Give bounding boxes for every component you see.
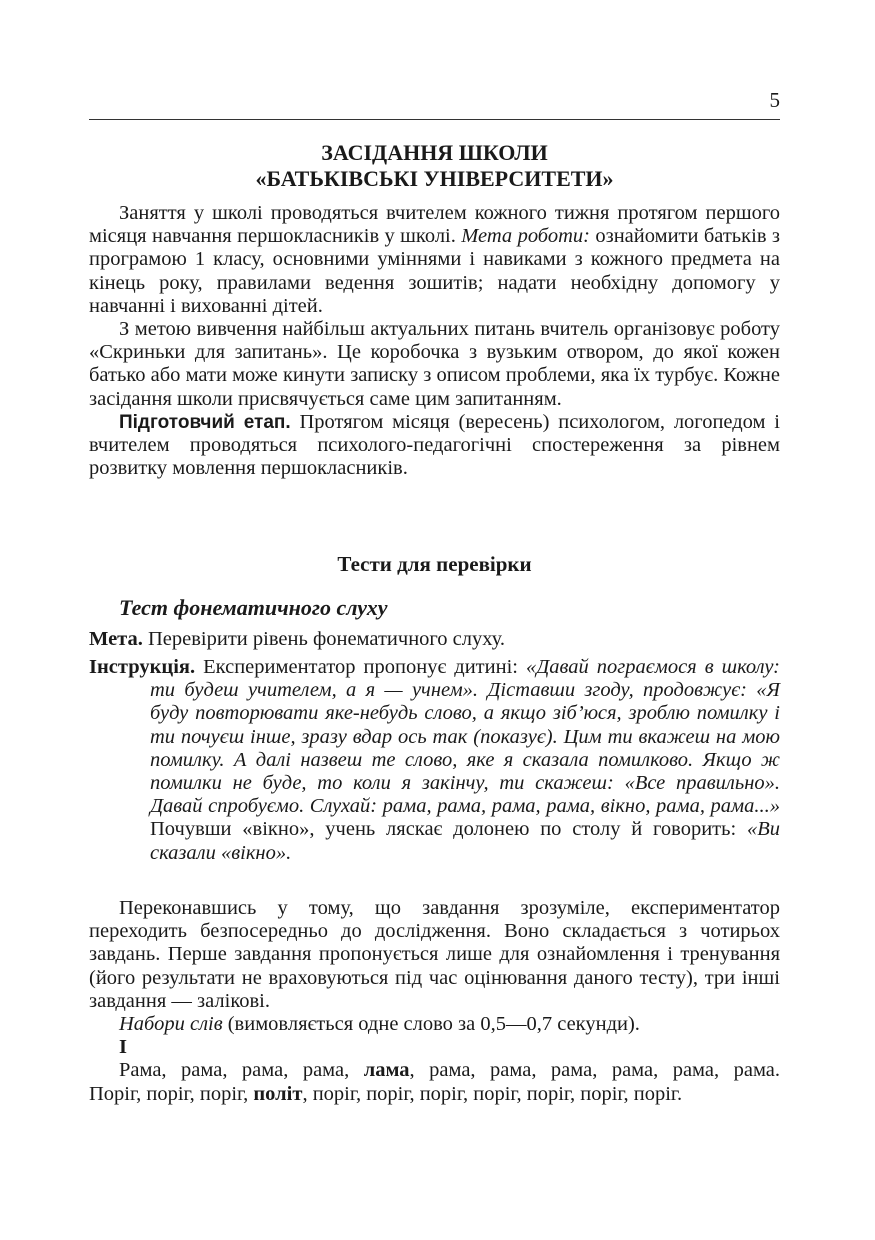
chapter-title <box>89 140 780 192</box>
word-line-1: Рама, рама, рама, рама, лама, рама, рама, рама, рама, рама, рама. <box>119 1059 781 1082</box>
procedure-section <box>89 897 780 1106</box>
procedure-paragraph: Переконавшись у тому, що завдання зрозуміле, експериментатор переходить безпосередньо до дослідження. Воно складається з чотирьох завдань. Перше завдання пропонується лише для ознайомлення і тренування (його результати не враховуються під час оцінювання даного тесту), три інші завдання — залікові. <box>89 897 780 1012</box>
word-line-2: Поріг, поріг, поріг, політ, поріг, поріг, поріг, поріг, поріг, поріг, поріг. <box>89 1082 683 1105</box>
instruction-paragraph: Інструкція. Експериментатор пропонує дитині: «Давай пограємося в школу: ти будеш учителем, а я — учнем». Діставши згоду, продовжує: «Я буду повторювати яке-небудь слово, а якщо зіб’юся, зроблю помилку і ти почуєш інше, зразу вдар ось так (показує). Цим ти вкажеш на мою помилку. А далі назвеш те слово, яке я сказала помилково. Якщо ж помилки не буде, то коли я закінчу, ти скажеш: «Все правильно». Давай спробуємо. Слухай: рама, рама, рама, рама, вікно, рама, рама...» Почувши «вікно», учень ляскає долонею по столу й говорить: «Ви сказали «вікно». <box>89 656 780 864</box>
chapter-title-line2: «БАТЬКІВСЬКІ УНІВЕРСИТЕТИ» <box>255 166 614 191</box>
instruction-quote-1: «Давай пограємося в школу: ти будеш учителем, а я — учнем». Діставши згоду, продовжує: «Я буду повторювати яке-небудь слово, а якщо зіб’юся, зроблю помилку і ти почуєш інше, зразу вдар ось так (показує). Цим ти вкажеш на мою помилку. А далі назвеш те слово, яке я сказала помилково. Якщо ж помилки не буде, то коли я закінчу, ти скажеш: «Все правильно». Давай спробуємо. Слухай: рама, рама, рама, рама, вікно, рама, рама...» <box>150 656 780 818</box>
goal-section <box>89 628 780 651</box>
test-title: Тест фонематичного слуху <box>119 595 388 620</box>
tests-heading: Тести для перевірки <box>337 552 532 576</box>
intro-paragraph-2: З метою вивчення найбільш актуальних питань вчитель організовує роботу «Скриньки для запитань». Це коробочка з вузьким отвором, до якої кожен батько або мати може кинути записку з описом проблеми, яка їх турбує. Кожне засідання школи присвячується саме цим запитанням. <box>89 318 780 410</box>
goal-label: Мета роботи: <box>461 225 590 248</box>
intro-section <box>89 202 780 480</box>
odd-word-1: лама <box>363 1059 410 1082</box>
instruction-section <box>89 656 780 865</box>
section-number: I <box>119 1036 127 1059</box>
odd-word-2: політ <box>253 1082 303 1105</box>
word-sets-paragraph: Набори слів (вимовляється одне слово за 0,5—0,7 секунди). <box>119 1013 640 1036</box>
instruction-quote-2: «Ви сказали «вікно». <box>150 818 780 864</box>
page-number: 5 <box>769 88 780 112</box>
goal-paragraph: Мета. Перевірити рівень фонематичного слуху. <box>89 628 506 650</box>
intro-paragraph-1: Заняття у школі проводяться вчителем кожного тижня протягом першого місяця навчання першокласників у школі. Мета роботи: ознайомити батьків з програмою 1 класу, основними уміннями і навиками з кожного предмета на кінець року, правилами ведення зошитів; надати необхідну допомогу у навчанні і вихованні дітей. <box>89 202 780 317</box>
word-sets-label: Набори слів <box>119 1013 223 1036</box>
instruction-label: Інструкція. <box>89 656 196 678</box>
header-rule <box>89 119 780 120</box>
goal-heading-label: Мета. <box>89 628 143 650</box>
document-page <box>89 0 780 1240</box>
intro-paragraph-3: Підготовчий етап. Протягом місяця (вересень) психологом, логопедом і вчителем проводяться психолого-педагогічні спостереження за рівнем розвитку мовлення першокласників. <box>89 410 780 480</box>
chapter-title-line1: ЗАСІДАННЯ ШКОЛИ <box>321 140 548 165</box>
prep-stage-label: Підготовчий етап. <box>119 411 291 433</box>
